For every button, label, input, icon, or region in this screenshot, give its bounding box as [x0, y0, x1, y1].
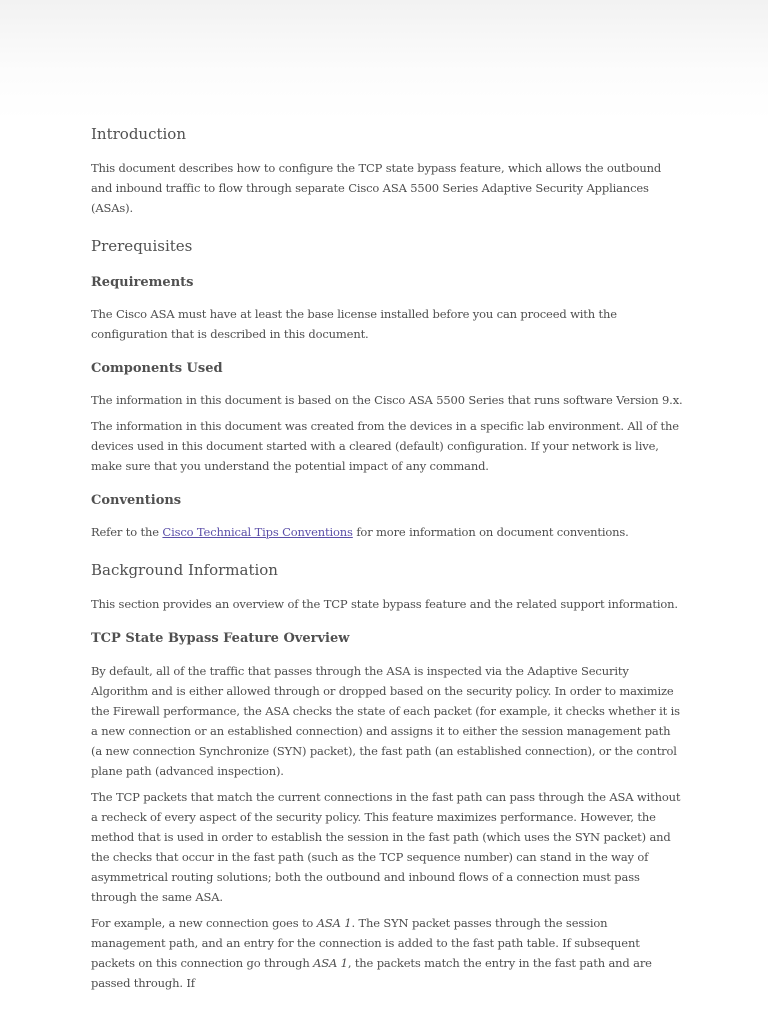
asa1-term: ASA 1: [313, 956, 348, 970]
p3-part-a: For example, a new connection goes to: [91, 916, 317, 930]
overview-paragraph-3: [91, 913, 683, 993]
components-heading: Components Used: [91, 361, 223, 376]
components-text-1: The information in this document is based on the Cisco ASA 5500 Series that runs software Version 9.x.: [91, 393, 683, 407]
prerequisites-heading: Prerequisites: [91, 237, 193, 255]
requirements-heading: Requirements: [91, 275, 194, 290]
conventions-text-after: for more information on document conventions.: [352, 525, 629, 539]
asa1-term: ASA 1: [316, 916, 352, 930]
conventions-text-before: Refer to the: [91, 525, 163, 539]
p3-part-b: . The SYN packet passes through the session management path, and an entry for the connection is added to the fast path table. If subsequent packets on this connection go through: [91, 916, 640, 970]
conventions-heading: Conventions: [91, 493, 182, 508]
overview-heading: TCP State Bypass Feature Overview: [91, 631, 350, 646]
introduction-heading: Introduction: [91, 125, 186, 143]
document-body: [91, 124, 683, 993]
introduction-text: This document describes how to configure the TCP state bypass feature, which allows the outbound and inbound traffic to flow through separate Cisco ASA 5500 Series Adaptive Security Appliances (ASAs).: [91, 161, 662, 215]
cisco-conventions-link[interactable]: Cisco Technical Tips Conventions: [162, 525, 353, 539]
conventions-text: [91, 522, 683, 542]
components-text-2: The information in this document was created from the devices in a specific lab environment. All of the devices used in this document started with a cleared (default) configuration. If your network is live, make sure that you understand the potential impact of any command.: [91, 419, 679, 473]
background-text: This section provides an overview of the TCP state bypass feature and the related support information.: [91, 597, 678, 611]
background-heading: Background Information: [91, 561, 278, 579]
requirements-text: The Cisco ASA must have at least the base license installed before you can proceed with the configuration that is described in this document.: [91, 307, 617, 341]
page-top-shade: [0, 0, 768, 120]
overview-paragraph-1: By default, all of the traffic that passes through the ASA is inspected via the Adaptive Security Algorithm and is either allowed through or dropped based on the security policy. In order to maximize the Firewall performance, the ASA checks the state of each packet (for example, it checks whether it is a new connection or an established connection) and assigns it to either the session management path (a new connection Synchronize (SYN) packet), the fast path (an established connection), or the control plane path (advanced inspection).: [91, 664, 680, 778]
overview-paragraph-2: The TCP packets that match the current connections in the fast path can pass through the ASA without a recheck of every aspect of the security policy. This feature maximizes performance. However, the method that is used in order to establish the session in the fast path (which uses the SYN packet) and the checks that occur in the fast path (such as the TCP sequence number) can stand in the way of asymmetrical routing solutions; both the outbound and inbound flows of a connection must pass through the same ASA.: [91, 790, 681, 904]
p3-part-c: , the packets match the entry in the fast path and are passed through. If: [91, 956, 652, 990]
